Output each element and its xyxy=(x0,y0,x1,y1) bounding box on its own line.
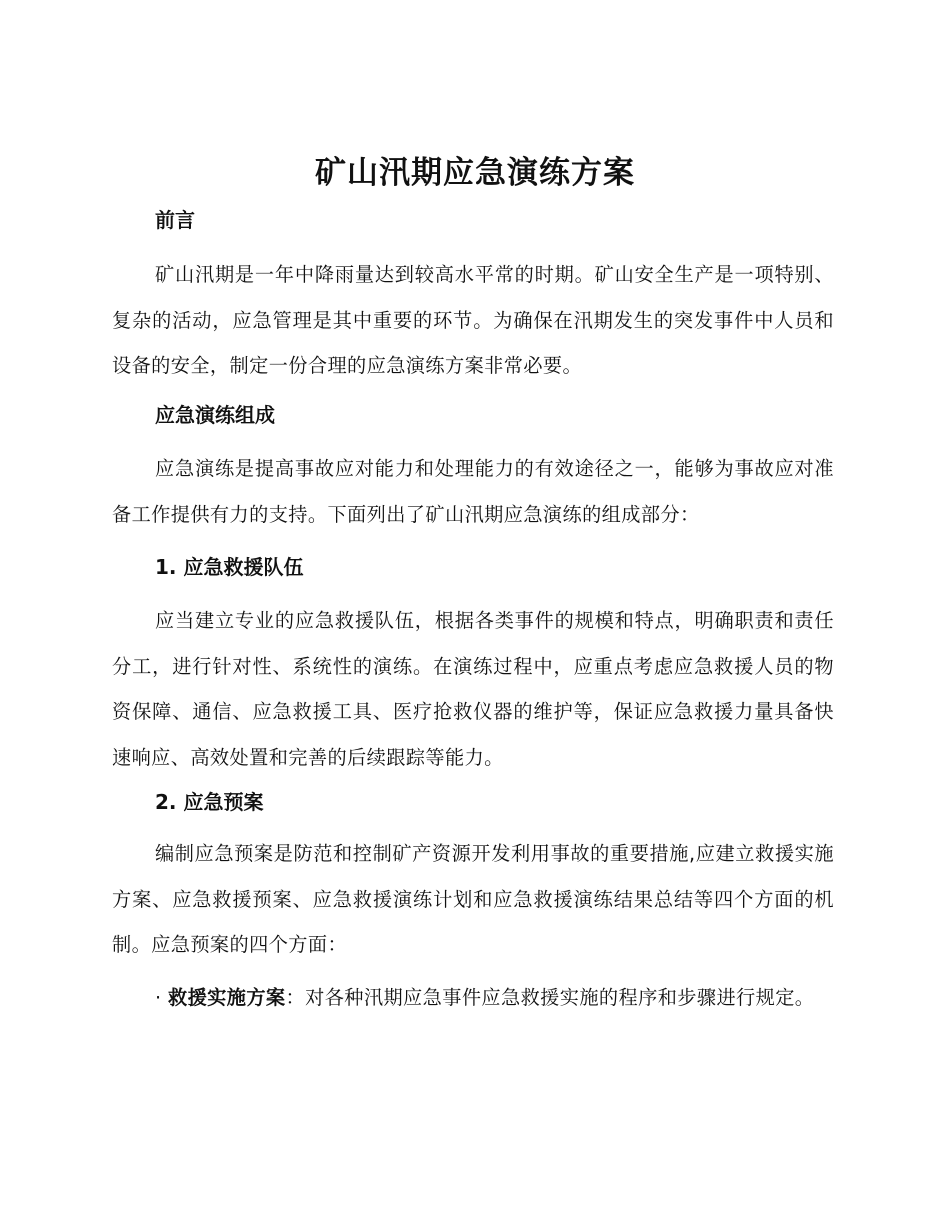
document-title: 矿山汛期应急演练方案 xyxy=(315,155,635,191)
paragraph-preface: 矿山汛期是一年中降雨量达到较高水平常的时期。矿山安全生产是一项特别、复杂的活动，应急管理是其中重要的环节。为确保在汛期发生的突发事件中人员和设备的安全，制定一份合理的应急演练方案非常必要。 xyxy=(112,263,834,377)
section-heading-emergency-plan: 2. 应急预案 xyxy=(155,790,264,814)
paragraph-rescue-team: 应当建立专业的应急救援队伍，根据各类事件的规模和特点，明确职责和责任分工，进行针对性、系统性的演练。在演练过程中，应重点考虑应急救援人员的物资保障、通信、应急救援工具、医疗抢救仪器的维护等，保证应急救援力量具备快速响应、高效处置和完善的后续跟踪等能力。 xyxy=(112,609,834,769)
paragraph-drill-composition: 应急演练是提高事故应对能力和处理能力的有效途径之一，能够为事故应对准备工作提供有力的支持。下面列出了矿山汛期应急演练的组成部分： xyxy=(112,457,834,526)
paragraph-emergency-plan: 编制应急预案是防范和控制矿产资源开发利用事故的重要措施,应建立救援实施方案、应急救援预案、应急救援演练计划和应急救援演练结果总结等四个方面的机制。应急预案的四个方面： xyxy=(112,842,834,956)
bullet-text: ：对各种汛期应急事件应急救援实施的程序和步骤进行规定。 xyxy=(285,986,815,1009)
section-heading-preface: 前言 xyxy=(155,208,195,232)
section-heading-drill-composition: 应急演练组成 xyxy=(155,403,275,427)
bullet-term: 救援实施方案 xyxy=(168,986,286,1009)
bullet-item-rescue-implementation xyxy=(112,975,834,1021)
section-heading-rescue-team: 1. 应急救援队伍 xyxy=(155,555,304,579)
bullet-marker: · xyxy=(155,986,168,1009)
